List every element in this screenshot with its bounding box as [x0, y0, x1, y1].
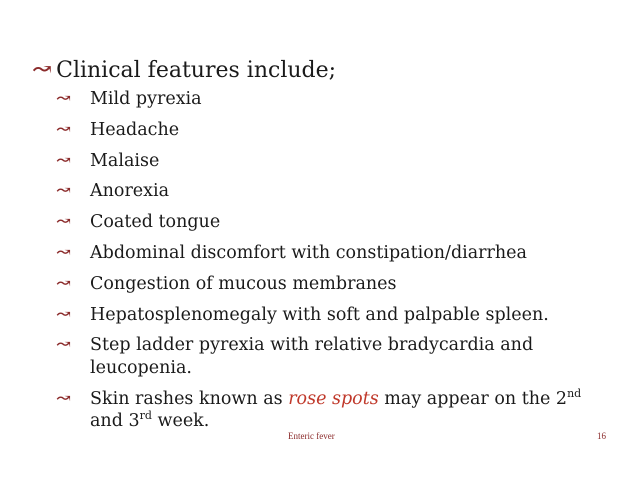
footer-title: Enteric fever: [288, 431, 335, 441]
list-item-text: [90, 388, 616, 433]
list-item-text: Coated tongue: [90, 212, 221, 233]
list-item-text: Abdominal discomfort with constipation/diarrhea: [90, 242, 527, 263]
ordinal-suffix: rd: [139, 409, 152, 423]
rose-spots-highlight: rose spots: [288, 388, 379, 409]
list-item-text: Mild pyrexia: [90, 89, 202, 109]
list-item-text: Hepatosplenomegaly with soft and palpable spleen.: [90, 304, 549, 325]
bullet-icon: ↝: [56, 334, 72, 356]
bullet-icon: ↝: [56, 180, 72, 202]
list-item: [56, 334, 616, 379]
bullet-icon: ↝: [56, 118, 72, 140]
text-part: may appear on the 2: [378, 388, 568, 409]
heading-text: Clinical features include;: [56, 58, 337, 83]
bullet-icon: ↝: [56, 303, 72, 325]
list-item: [56, 88, 616, 111]
list-item: [56, 180, 616, 203]
list-item: [56, 211, 616, 234]
list-item-text: Anorexia: [90, 181, 170, 202]
bullet-icon: ↝: [56, 241, 72, 263]
bullet-icon: ↝: [56, 387, 72, 409]
list-item: [56, 242, 616, 265]
bullet-icon: ↝: [56, 272, 72, 294]
list-item: [56, 388, 616, 433]
list-item-text: Malaise: [90, 150, 160, 171]
list-item-text: Congestion of mucous membranes: [90, 273, 397, 294]
slide-heading: [32, 56, 336, 86]
list-item-text: Step ladder pyrexia with relative bradycardia and leucopenia.: [90, 335, 534, 378]
bullet-icon: ↝: [56, 149, 72, 171]
list-item: [56, 273, 616, 296]
heading-bullet-icon: ↝: [32, 55, 53, 83]
text-part: week.: [151, 411, 210, 432]
list-item: [56, 119, 616, 142]
list-item: [56, 150, 616, 173]
page-number: 16: [597, 431, 606, 441]
list-item: [56, 304, 616, 327]
list-item-text: Headache: [90, 119, 180, 140]
ordinal-suffix: nd: [567, 386, 582, 400]
bullet-icon: ↝: [56, 211, 72, 233]
text-part: and 3: [90, 411, 140, 432]
bullet-icon: ↝: [56, 88, 72, 109]
text-part: Skin rashes known as: [90, 388, 289, 409]
bullet-list: [56, 88, 616, 441]
